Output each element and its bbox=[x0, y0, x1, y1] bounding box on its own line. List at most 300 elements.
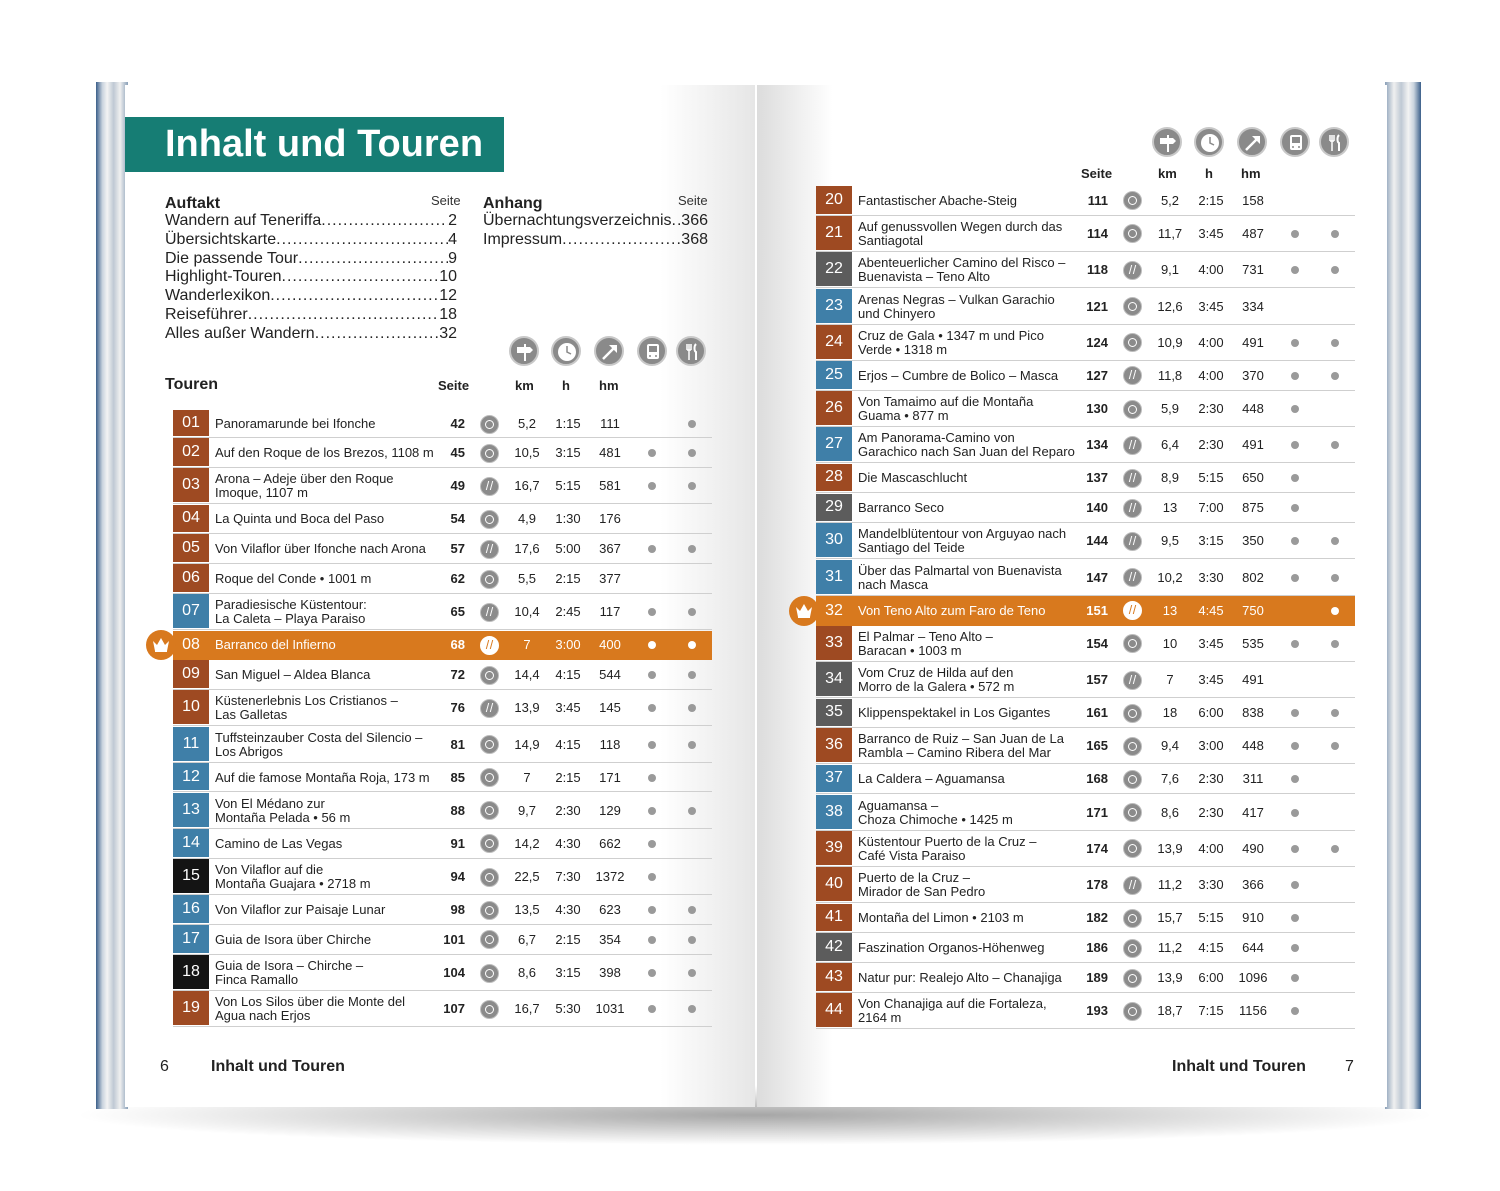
tour-number: 30 bbox=[816, 523, 852, 557]
toc-entry[interactable] bbox=[483, 231, 708, 249]
seite-column-label: Seite bbox=[438, 378, 470, 393]
tour-name-line: Von Tamaimo auf die Montaña bbox=[858, 394, 1034, 409]
tour-hm: 366 bbox=[1242, 877, 1264, 893]
tour-name bbox=[215, 694, 398, 722]
tour-hm: 491 bbox=[1242, 672, 1264, 688]
table-row[interactable] bbox=[816, 325, 1355, 361]
toc-entry-page: 2 bbox=[448, 212, 457, 229]
round-tour-icon bbox=[480, 735, 499, 754]
tour-h: 7:30 bbox=[555, 869, 581, 884]
tour-name bbox=[858, 666, 1014, 694]
table-row[interactable] bbox=[816, 464, 1355, 494]
one-way-tour-icon bbox=[1123, 601, 1142, 620]
toc-entry-page: 10 bbox=[439, 268, 457, 286]
table-row[interactable] bbox=[173, 505, 712, 535]
table-row[interactable] bbox=[173, 468, 712, 504]
tour-name bbox=[858, 329, 1044, 357]
round-tour-icon bbox=[480, 415, 499, 434]
km-column-label: km bbox=[1158, 166, 1177, 181]
tour-name-line: Guia de Isora – Chirche – bbox=[215, 958, 364, 974]
toc-entry-page: 366 bbox=[681, 212, 708, 229]
tour-name-line: San Miguel – Aldea Blanca bbox=[215, 667, 371, 683]
tour-hm: 535 bbox=[1242, 635, 1264, 651]
table-row[interactable] bbox=[173, 410, 712, 438]
food-dot bbox=[1331, 339, 1339, 347]
round-tour-icon bbox=[480, 510, 499, 529]
bus-dot bbox=[1291, 1007, 1299, 1015]
tour-number: 17 bbox=[173, 925, 209, 953]
tour-name-line: Rambla – Camino Ribera del Mar bbox=[858, 745, 1051, 761]
toc-entry-page: 12 bbox=[439, 287, 457, 305]
tour-page: 107 bbox=[443, 1001, 465, 1017]
tour-page: 140 bbox=[1086, 500, 1108, 516]
tour-h: 2:30 bbox=[1198, 401, 1224, 416]
tour-name-line: Mirador de San Pedro bbox=[858, 884, 986, 900]
page-number-left: 6 bbox=[160, 1058, 169, 1075]
bus-dot bbox=[648, 936, 656, 944]
table-row[interactable] bbox=[173, 991, 712, 1027]
food-dot bbox=[688, 449, 696, 457]
table-row[interactable] bbox=[816, 728, 1355, 764]
round-tour-icon bbox=[1123, 939, 1142, 958]
tour-name-line: Auf die famose Montaña Roja, 173 m bbox=[215, 769, 430, 785]
bus-dot bbox=[648, 641, 656, 649]
tour-page: 161 bbox=[1086, 705, 1108, 721]
table-row[interactable] bbox=[173, 438, 712, 468]
table-row[interactable] bbox=[173, 727, 712, 763]
one-way-tour-icon bbox=[1123, 671, 1142, 690]
tour-number: 35 bbox=[816, 699, 852, 727]
toc-entry-title: Reiseführer bbox=[165, 306, 248, 323]
tour-number: 10 bbox=[173, 690, 209, 724]
tour-name-line: Mandelblütentour von Arguyao nach bbox=[858, 526, 1067, 542]
tour-km: 10,2 bbox=[1157, 569, 1183, 585]
tour-km: 10,5 bbox=[514, 445, 540, 461]
tour-h: 4:00 bbox=[1198, 840, 1224, 856]
toc-entry-title: Übersichtskarte bbox=[165, 230, 277, 248]
tour-name-line: Auf genussvollen Wegen durch das bbox=[858, 218, 1063, 234]
tour-number: 11 bbox=[173, 727, 209, 761]
tour-page: 171 bbox=[1086, 804, 1108, 820]
tour-name-line: Auf den Roque de los Brezos, 1108 m bbox=[215, 445, 434, 461]
tour-km: 5,5 bbox=[517, 571, 537, 587]
tour-km: 15,7 bbox=[1157, 910, 1183, 926]
table-row[interactable] bbox=[173, 793, 712, 829]
tour-name bbox=[215, 863, 371, 891]
book-edge-left bbox=[96, 82, 128, 1109]
tour-h: 5:15 bbox=[555, 478, 581, 494]
tour-h: 5:30 bbox=[555, 1001, 581, 1017]
round-tour-icon bbox=[480, 868, 499, 887]
table-row[interactable] bbox=[816, 904, 1355, 934]
tour-name-line: Küstenerlebnis Los Cristianos – bbox=[215, 693, 398, 709]
round-tour-icon bbox=[1123, 634, 1142, 653]
table-row[interactable] bbox=[173, 690, 712, 726]
tour-name-line: Roque del Conde • 1001 m bbox=[215, 571, 372, 587]
tour-number: 32 bbox=[816, 596, 852, 626]
toc-auftakt-heading: Auftakt bbox=[165, 195, 221, 212]
table-row[interactable] bbox=[816, 933, 1355, 963]
table-row[interactable] bbox=[816, 361, 1355, 391]
tour-hm: 731 bbox=[1242, 262, 1264, 278]
tour-km: 6,7 bbox=[517, 931, 537, 947]
tour-name-line: nach Masca bbox=[858, 576, 929, 592]
tour-name-line: Garachico nach San Juan del Reparo bbox=[858, 444, 1075, 460]
seite-column-label: Seite bbox=[1081, 166, 1113, 181]
tour-name bbox=[215, 959, 363, 987]
tour-name bbox=[858, 732, 1064, 760]
tour-name bbox=[858, 564, 1062, 592]
tour-number: 06 bbox=[173, 564, 209, 592]
food-dot bbox=[688, 969, 696, 977]
tour-number: 44 bbox=[816, 993, 852, 1027]
tour-name-line: Buenavista – Teno Alto bbox=[858, 269, 991, 285]
tour-km: 16,7 bbox=[514, 1001, 540, 1017]
toc-leader-dots bbox=[562, 231, 681, 249]
tour-km: 11,2 bbox=[1157, 940, 1183, 956]
tour-h: 6:00 bbox=[1198, 970, 1224, 986]
tour-hm: 1156 bbox=[1239, 1003, 1267, 1019]
tour-hm: 1372 bbox=[595, 869, 625, 884]
tour-number: 39 bbox=[816, 831, 852, 865]
tour-name-line: Panoramarunde bei Ifonche bbox=[215, 416, 376, 431]
tour-h: 4:30 bbox=[555, 902, 581, 918]
tour-page: 151 bbox=[1086, 602, 1108, 618]
tour-hm: 176 bbox=[599, 511, 621, 527]
tour-page: 193 bbox=[1086, 1003, 1108, 1019]
food-dot bbox=[688, 807, 696, 815]
tour-h: 2:30 bbox=[1198, 771, 1224, 787]
tour-h: 5:00 bbox=[555, 541, 581, 557]
tour-name bbox=[215, 446, 434, 460]
clock-icon bbox=[1194, 127, 1224, 157]
tour-hm: 117 bbox=[599, 604, 621, 620]
tour-km: 8,9 bbox=[1160, 470, 1180, 486]
tour-hm: 581 bbox=[599, 478, 621, 494]
round-tour-icon bbox=[1123, 1002, 1142, 1021]
tour-km: 16,7 bbox=[514, 478, 540, 494]
round-tour-icon bbox=[1123, 839, 1142, 858]
table-row[interactable] bbox=[816, 596, 1355, 626]
one-way-tour-icon bbox=[480, 603, 499, 622]
tour-name-line: El Palmar – Teno Alto – bbox=[858, 628, 993, 644]
tour-page: 144 bbox=[1086, 533, 1108, 549]
table-row[interactable] bbox=[173, 594, 712, 630]
tour-name-line: Fantastischer Abache-Steig bbox=[858, 192, 1017, 208]
table-row[interactable] bbox=[816, 523, 1355, 559]
bus-dot bbox=[1291, 230, 1299, 238]
one-way-tour-icon bbox=[1123, 876, 1142, 895]
table-row[interactable] bbox=[173, 925, 712, 955]
tour-name-line: Imoque, 1107 m bbox=[215, 485, 308, 501]
tour-h: 3:45 bbox=[555, 700, 581, 716]
table-row[interactable] bbox=[816, 963, 1355, 993]
toc-entry[interactable] bbox=[483, 212, 708, 230]
tour-name bbox=[858, 194, 1017, 208]
toc-seite-label-left: Seite bbox=[431, 193, 461, 208]
tour-h: 5:15 bbox=[1198, 470, 1224, 486]
bus-dot bbox=[648, 449, 656, 457]
toc-entry-page: 32 bbox=[439, 324, 457, 342]
food-dot bbox=[1331, 709, 1339, 717]
table-row[interactable] bbox=[173, 564, 712, 594]
table-row[interactable] bbox=[173, 829, 712, 859]
table-row[interactable] bbox=[816, 391, 1355, 427]
tour-number: 01 bbox=[173, 410, 209, 436]
table-row[interactable] bbox=[173, 631, 712, 661]
tour-page: 65 bbox=[450, 604, 465, 620]
tour-name bbox=[215, 572, 371, 586]
bus-dot bbox=[1291, 914, 1299, 922]
tour-page: 81 bbox=[450, 736, 465, 752]
toc-entry[interactable] bbox=[165, 287, 457, 305]
bus-dot bbox=[1291, 574, 1299, 582]
tour-number: 23 bbox=[816, 289, 852, 323]
tour-hm: 644 bbox=[1242, 940, 1264, 956]
tour-page: 134 bbox=[1086, 437, 1108, 453]
table-row[interactable] bbox=[816, 993, 1355, 1029]
one-way-tour-icon bbox=[480, 540, 499, 559]
tour-page: 168 bbox=[1086, 771, 1108, 787]
tour-km: 5,2 bbox=[517, 416, 537, 431]
round-tour-icon bbox=[480, 444, 499, 463]
round-tour-icon bbox=[1123, 333, 1142, 352]
tour-name-line: Tuffsteinzauber Costa del Silencio – bbox=[215, 729, 423, 745]
round-tour-icon bbox=[1123, 191, 1142, 210]
tour-hm: 487 bbox=[1242, 225, 1264, 241]
food-dot bbox=[688, 1005, 696, 1013]
round-tour-icon bbox=[480, 930, 499, 949]
tour-name bbox=[858, 395, 1033, 423]
table-row[interactable] bbox=[816, 289, 1355, 325]
tour-page: 104 bbox=[443, 965, 465, 981]
tour-number: 20 bbox=[816, 186, 852, 214]
tour-hm: 1096 bbox=[1238, 970, 1268, 986]
table-row[interactable] bbox=[816, 186, 1355, 216]
tour-name bbox=[215, 668, 370, 682]
tour-km: 18,7 bbox=[1157, 1003, 1183, 1019]
round-tour-icon bbox=[480, 768, 499, 787]
toc-leader-dots bbox=[248, 306, 440, 324]
table-row[interactable] bbox=[816, 662, 1355, 698]
one-way-tour-icon bbox=[480, 699, 499, 718]
toc-leader-dots bbox=[298, 250, 448, 268]
table-row[interactable] bbox=[173, 534, 712, 564]
tour-name-line: Camino de Las Vegas bbox=[215, 835, 343, 851]
table-row[interactable] bbox=[173, 955, 712, 991]
tour-number: 03 bbox=[173, 468, 209, 502]
toc-entry[interactable] bbox=[165, 306, 457, 324]
tour-km: 8,6 bbox=[1160, 804, 1180, 820]
tour-name-line: Barranco Seco bbox=[858, 500, 944, 516]
tour-name bbox=[858, 604, 1045, 618]
tour-page: 98 bbox=[450, 902, 465, 918]
tour-name-line: Von El Médano zur bbox=[215, 795, 325, 811]
tour-page: 182 bbox=[1086, 910, 1108, 926]
tour-hm: 111 bbox=[600, 416, 620, 431]
tour-name bbox=[858, 369, 1058, 383]
table-row[interactable] bbox=[816, 765, 1355, 795]
table-row[interactable] bbox=[173, 660, 712, 690]
tour-number: 18 bbox=[173, 955, 209, 989]
table-row[interactable] bbox=[816, 831, 1355, 867]
one-way-tour-icon bbox=[1123, 366, 1142, 385]
tour-name bbox=[215, 731, 422, 759]
tour-km: 13,9 bbox=[1157, 840, 1183, 856]
toc-leader-dots bbox=[672, 212, 682, 230]
tour-km: 7 bbox=[523, 769, 531, 785]
tour-page: 118 bbox=[1087, 262, 1108, 278]
tour-h: 3:00 bbox=[555, 637, 581, 653]
tour-page: 101 bbox=[443, 931, 465, 947]
toc-entry-title: Impressum bbox=[483, 230, 563, 248]
food-dot bbox=[688, 741, 696, 749]
tour-name bbox=[858, 527, 1066, 555]
tour-number: 05 bbox=[173, 534, 209, 562]
tour-hm: 838 bbox=[1242, 705, 1264, 721]
tour-page: 165 bbox=[1086, 738, 1108, 754]
tour-page: 76 bbox=[450, 700, 465, 716]
tour-hm: 417 bbox=[1242, 804, 1264, 820]
toc-entry[interactable] bbox=[165, 212, 457, 230]
table-row[interactable] bbox=[816, 494, 1355, 524]
tour-km: 10 bbox=[1162, 635, 1178, 651]
tour-km: 14,2 bbox=[514, 835, 540, 851]
tour-name bbox=[215, 903, 385, 917]
crown-icon bbox=[789, 596, 819, 626]
tour-hm: 400 bbox=[599, 637, 621, 653]
tour-page: 111 bbox=[1087, 192, 1108, 208]
bus-dot bbox=[1291, 537, 1299, 545]
table-row[interactable] bbox=[816, 699, 1355, 729]
one-way-tour-icon bbox=[480, 636, 499, 655]
tour-km: 14,9 bbox=[514, 736, 540, 752]
tour-km: 11,7 bbox=[1157, 225, 1183, 241]
tour-name-line: Von Vilaflor auf die bbox=[215, 862, 324, 877]
round-tour-icon bbox=[480, 964, 499, 983]
tour-h: 3:45 bbox=[1198, 672, 1224, 688]
tour-hm: 491 bbox=[1242, 437, 1264, 453]
tour-page: 91 bbox=[450, 835, 465, 851]
toc-entry[interactable] bbox=[165, 325, 457, 343]
tour-number: 14 bbox=[173, 829, 209, 857]
round-tour-icon bbox=[480, 901, 499, 920]
signpost-icon bbox=[509, 336, 539, 366]
toc-entry[interactable] bbox=[165, 268, 457, 286]
table-row[interactable] bbox=[816, 795, 1355, 831]
tour-km: 11,8 bbox=[1157, 367, 1183, 383]
tour-page: 189 bbox=[1086, 970, 1108, 986]
tour-h: 7:15 bbox=[1198, 1003, 1224, 1019]
tour-page: 49 bbox=[450, 478, 465, 494]
tour-hm: 662 bbox=[599, 835, 621, 851]
tour-name bbox=[215, 995, 405, 1023]
tour-name bbox=[858, 971, 1062, 985]
ascent-arrow-icon bbox=[1237, 127, 1267, 157]
tour-page: 42 bbox=[450, 416, 465, 431]
tour-page: 45 bbox=[450, 445, 465, 461]
tour-name bbox=[215, 598, 367, 626]
tour-km: 22,5 bbox=[514, 869, 540, 884]
tour-name bbox=[858, 630, 993, 658]
bus-icon bbox=[637, 336, 667, 366]
tour-name-line: Aguamansa – bbox=[858, 797, 939, 813]
tour-hm: 334 bbox=[1242, 298, 1264, 314]
tour-km: 10,9 bbox=[1157, 334, 1183, 350]
tour-h: 4:00 bbox=[1198, 334, 1224, 350]
tour-hm: 129 bbox=[599, 802, 621, 818]
clock-icon bbox=[551, 336, 581, 366]
hm-column-label: hm bbox=[599, 378, 619, 393]
tour-name-line: Am Panorama-Camino von bbox=[858, 430, 1015, 446]
ascent-arrow-icon bbox=[594, 336, 624, 366]
food-dot bbox=[688, 936, 696, 944]
tour-hm: 875 bbox=[1242, 500, 1264, 516]
table-row[interactable] bbox=[816, 216, 1355, 252]
tour-name bbox=[858, 799, 1013, 827]
tour-hm: 650 bbox=[1242, 470, 1264, 486]
tour-number: 22 bbox=[816, 252, 852, 286]
food-dot bbox=[688, 704, 696, 712]
tour-name bbox=[858, 471, 967, 485]
tour-name bbox=[215, 417, 375, 431]
table-row[interactable] bbox=[816, 626, 1355, 662]
tour-page: 147 bbox=[1086, 569, 1108, 585]
tour-number: 29 bbox=[816, 494, 852, 522]
toc-entry-title: Die passende Tour bbox=[165, 249, 299, 267]
tour-number: 41 bbox=[816, 904, 852, 932]
tour-number: 28 bbox=[816, 464, 852, 492]
table-row[interactable] bbox=[816, 560, 1355, 596]
tour-page: 127 bbox=[1086, 367, 1108, 383]
tour-number: 34 bbox=[816, 662, 852, 696]
toc-entry[interactable] bbox=[165, 231, 457, 249]
bus-dot bbox=[648, 906, 656, 914]
table-row[interactable] bbox=[173, 763, 712, 793]
table-row[interactable] bbox=[816, 867, 1355, 903]
tour-km: 5,9 bbox=[1160, 401, 1180, 416]
tour-name-line: Morro de la Galera • 572 m bbox=[858, 679, 1015, 695]
round-tour-icon bbox=[1123, 737, 1142, 756]
tour-name-line: Montaña Guajara • 2718 m bbox=[215, 876, 371, 891]
tour-name-line: Von Vilaflor zur Paisaje Lunar bbox=[215, 902, 386, 918]
toc-entry[interactable] bbox=[165, 250, 457, 268]
tour-name-line: Von Vilaflor über Ifonche nach Arona bbox=[215, 541, 426, 557]
table-row[interactable] bbox=[173, 859, 712, 895]
tour-number: 08 bbox=[173, 631, 209, 661]
tour-name-line: Los Abrigos bbox=[215, 743, 283, 759]
tour-name bbox=[215, 638, 336, 652]
tour-name-line: Verde • 1318 m bbox=[858, 341, 948, 357]
tour-km: 13 bbox=[1162, 602, 1178, 618]
toc-leader-dots bbox=[315, 325, 440, 343]
table-row[interactable] bbox=[816, 252, 1355, 288]
tour-h: 3:15 bbox=[1198, 533, 1224, 549]
tour-hm: 354 bbox=[599, 931, 621, 947]
tour-number: 02 bbox=[173, 438, 209, 466]
one-way-tour-icon bbox=[1123, 436, 1142, 455]
bus-dot bbox=[648, 608, 656, 616]
table-row[interactable] bbox=[816, 427, 1355, 463]
table-row[interactable] bbox=[173, 895, 712, 925]
bus-dot bbox=[1291, 944, 1299, 952]
tour-page: 137 bbox=[1086, 470, 1108, 486]
tour-name-line: Natur pur: Realejo Alto – Chanajiga bbox=[858, 970, 1062, 986]
one-way-tour-icon bbox=[1123, 568, 1142, 587]
tour-name-line: Barranco del Infierno bbox=[215, 637, 336, 653]
one-way-tour-icon bbox=[1123, 261, 1142, 280]
toc-leader-dots bbox=[276, 231, 448, 249]
